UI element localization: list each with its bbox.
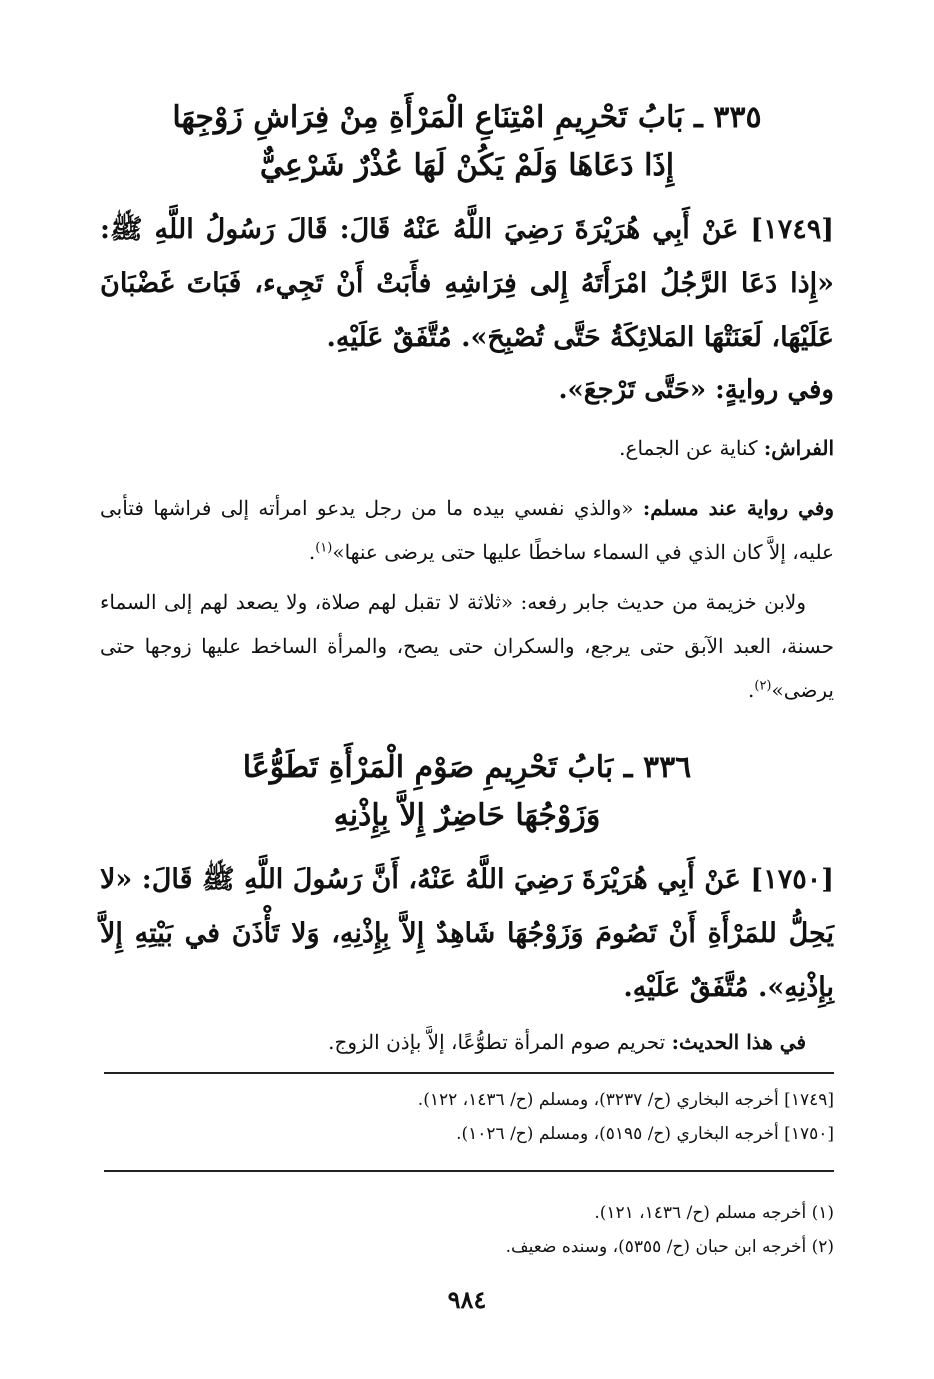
- takhrij-notes: [100, 1083, 834, 1151]
- ibn-khuzayma-narration: ولابن خزيمة من حديث جابر رفعه: «ثلاثة لا تقبل لهم صلاة، ولا يصعد لهم إلى السماء حسنة، العبد الآبق حتى يرجع، والسكران حتى يصح، والمرأة الساخط عليها زوجها حتى يرضى»$^{(٢)}$.: [100, 590, 834, 702]
- footnote-ref-1: (١): [315, 540, 333, 556]
- chapter-heading-335: [100, 94, 834, 190]
- hadith-1750: [١٧٥٠] عَنْ أَبِي هُرَيْرَةَ رَضِيَ اللَّهُ عَنْهُ، أَنَّ رَسُولَ اللَّهِ ﷺ قَالَ: «لا يَحِلُّ للمَرْأَةِ أَنْ تَصُومَ وَزَوْجُهَا شَاهِدٌ إِلاَّ بِإِذْنِهِ، وَلا تَأْذَنَ في بَيْتِهِ إِلاَّ بِإِذْنِهِ». مُتَّفَقٌ عَلَيْهِ.: [100, 864, 834, 1003]
- lesson-text: تحريم صوم المرأة تطوُّعًا، إلاَّ بإذن الزوج.: [328, 1030, 672, 1054]
- muslim-narration: وفي رواية عند مسلم: «والذي نفسي بيده ما من رجل يدعو امرأته إلى فراشها فتأبى عليه، إلاَّ كان الذي في السماء ساخطًا عليها حتى يرضى عنها»$^{(١)}$.: [100, 496, 835, 564]
- chapter-title-line-2: إِذَا دَعَاهَا وَلَمْ يَكُنْ لَهَا عُذْرٌ شَرْعِيٌّ: [259, 148, 675, 183]
- takhrij-divider: [104, 1072, 834, 1074]
- footnotes-divider: [104, 1170, 834, 1172]
- chapter-title-line-1: ٣٣٦ ـ بَابُ تَحْرِيمِ صَوْمِ الْمَرْأَةِ تَطَوُّعًا: [242, 750, 692, 785]
- footnotes: [100, 1196, 834, 1264]
- word-explanation: [100, 426, 834, 470]
- takhrij-note: [١٧٥٠] أخرجه البخاري (ح/ ٥١٩٥)، ومسلم (ح/ ١٠٢٦).: [456, 1124, 834, 1144]
- hadith-lesson: [100, 1020, 834, 1064]
- chapter-title-line-1: ٣٣٥ ـ بَابُ تَحْرِيمِ امْتِنَاعِ الْمَرْأَةِ مِنْ فِرَاشِ زَوْجِهَا: [172, 100, 762, 135]
- footnote-item: (١) أخرجه مسلم (ح/ ١٤٣٦، ١٢١).: [594, 1203, 834, 1223]
- khuzayma-text: ولابن خزيمة من حديث جابر رفعه: «ثلاثة لا تقبل لهم صلاة، ولا يصعد لهم إلى السماء حسنة، العبد الآبق حتى يرجع، والسكران حتى يصح، والمرأة الساخط عليها زوجها حتى يرضى»: [100, 590, 834, 702]
- footnote-ref-2: (٢): [754, 678, 772, 694]
- page-number: ٩٨٤: [447, 1285, 487, 1314]
- riwaya-text: وفي روايةٍ: «حَتَّى تَرْجعَ».: [558, 375, 834, 405]
- muslim-label: وفي رواية عند مسلم:: [642, 496, 835, 520]
- explanation-text: كناية عن الجماع.: [619, 436, 764, 460]
- explanation-label: الفراش:: [763, 436, 834, 460]
- muslim-text: «والذي نفسي بيده ما من رجل يدعو امرأته إلى فراشها فتأبى عليه، إلاَّ كان الذي في السماء ساخطًا عليها حتى يرضى عنها»: [100, 496, 834, 564]
- hadith-1749: [١٧٤٩] عَنْ أَبِي هُرَيْرَةَ رَضِيَ اللَّهُ عَنْهُ قَالَ: قَالَ رَسُولُ اللَّهِ ﷺ: «إِذا دَعَا الرَّجُلُ امْرَأَتَهُ إِلى فِرَاشِهِ فأَبَتْ أَنْ تَجِيء، فَبَاتَ غَضْبَانَ عَلَيْهَا، لَعَنَتْهَا المَلائِكَةُ حَتَّى تُصْبِحَ». مُتَّفَقٌ عَلَيْهِ.: [100, 214, 834, 353]
- chapter-heading-336: [100, 744, 834, 840]
- lesson-label: في هذا الحديث:: [671, 1030, 806, 1054]
- takhrij-note: [١٧٤٩] أخرجه البخاري (ح/ ٣٢٣٧)، ومسلم (ح/ ١٤٣٦، ١٢٢).: [417, 1090, 834, 1110]
- chapter-title-line-2: وَزَوْجُهَا حَاضِرٌ إِلاَّ بِإِذْنِهِ: [333, 798, 601, 833]
- footnote-item: (٢) أخرجه ابن حبان (ح/ ٥٣٥٥)، وسنده ضعيف.: [505, 1237, 834, 1257]
